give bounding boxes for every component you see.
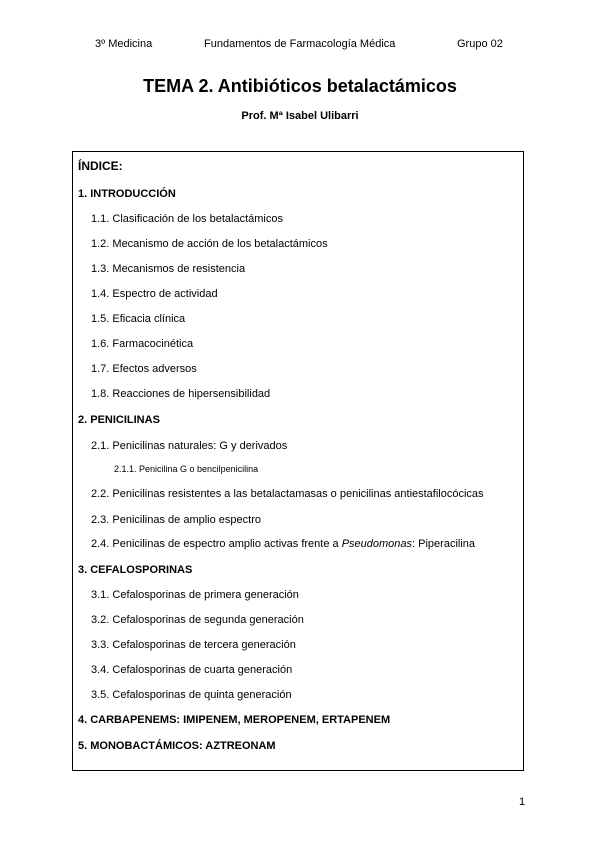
- index-section: 1. INTRODUCCIÓN: [78, 188, 176, 200]
- index-subsection: 1.6. Farmacocinética: [91, 338, 194, 350]
- index-subsection: 1.5. Eficacia clínica: [91, 313, 186, 325]
- header-course: 3º Medicina: [95, 38, 153, 50]
- index-subsection: 2.2. Penicilinas resistentes a las betalactamasas o penicilinas antiestafilocócicas: [91, 488, 484, 500]
- index-subsection: 3.3. Cefalosporinas de tercera generación: [91, 639, 296, 651]
- index-subsection: 2.3. Penicilinas de amplio espectro: [91, 514, 261, 526]
- index-text: 2.4. Penicilinas de espectro amplio activas frente a: [91, 538, 342, 550]
- index-section: 5. MONOBACTÁMICOS: AZTREONAM: [78, 740, 276, 752]
- index-subsection: 3.2. Cefalosporinas de segunda generación: [91, 614, 304, 626]
- index-subsection: 3.1. Cefalosporinas de primera generación: [91, 589, 299, 601]
- index-subsection: 1.1. Clasificación de los betalactámicos: [91, 213, 283, 225]
- index-box: [72, 151, 524, 771]
- header-group: Grupo 02: [457, 38, 503, 50]
- index-italic-term: Pseudomonas: [341, 538, 413, 550]
- index-subsubsection: 2.1.1. Penicilina G o bencilpenicilina: [114, 464, 259, 474]
- index-subsection: 2.1. Penicilinas naturales: G y derivados: [91, 440, 288, 452]
- index-subsection: 1.3. Mecanismos de resistencia: [91, 263, 246, 275]
- index-subsection: 1.8. Reacciones de hipersensibilidad: [91, 388, 271, 400]
- index-subsection: 1.7. Efectos adversos: [91, 363, 197, 375]
- index-section: 4. CARBAPENEMS: IMIPENEM, MEROPENEM, ERTAPENEM: [78, 714, 391, 726]
- index-section: 2. PENICILINAS: [78, 414, 160, 426]
- index-subsection: 1.2. Mecanismo de acción de los betalactámicos: [91, 238, 328, 250]
- header-subject: Fundamentos de Farmacología Médica: [204, 38, 396, 50]
- page-number: 1: [519, 796, 526, 808]
- document-author: Prof. Mª Isabel Ulibarri: [241, 110, 359, 122]
- document-title: TEMA 2. Antibióticos betalactámicos: [143, 76, 457, 96]
- index-subsection: 1.4. Espectro de actividad: [91, 288, 218, 300]
- index-heading: ÍNDICE:: [78, 159, 123, 173]
- index-subsection: 3.5. Cefalosporinas de quinta generación: [91, 689, 292, 701]
- index-text: : Piperacilina: [412, 538, 476, 550]
- index-section: 3. CEFALOSPORINAS: [78, 564, 193, 576]
- index-subsection: [91, 538, 475, 550]
- index-subsection: 3.4. Cefalosporinas de cuarta generación: [91, 664, 293, 676]
